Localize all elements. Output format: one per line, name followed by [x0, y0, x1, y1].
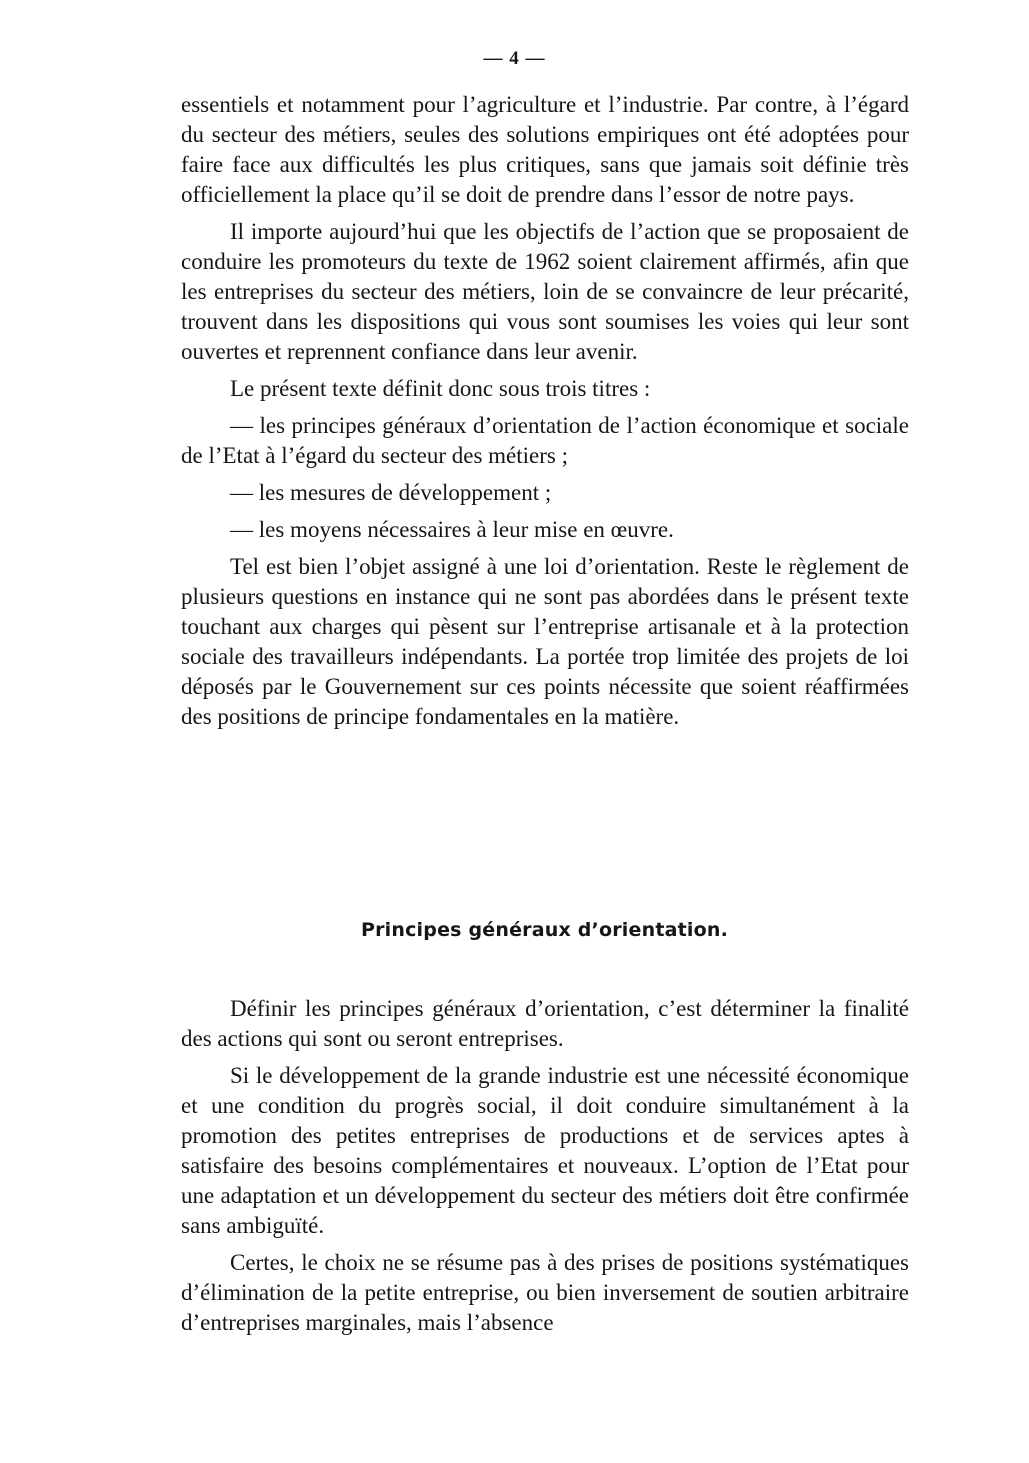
paragraph: Il importe aujourd’hui que les objectifs de l’action que se proposaient de conduire les promoteurs du texte de 1962 soient clairement affirmés, afin que les entreprises du secteur des métiers, loin de se convaincre de leur précarité, trouvent dans les dispositions qui vous sont soumises les voies qui leur sont ouvertes et reprennent confiance dans leur avenir. [181, 219, 909, 364]
list-item: — les principes généraux d’orientation de l’action économique et sociale de l’Etat à l’égard du secteur des métiers ; [181, 413, 909, 468]
paragraph: Le présent texte définit donc sous trois titres : [230, 376, 651, 401]
paragraph: Certes, le choix ne se résume pas à des prises de positions systématiques d’élimination de la petite entreprise, ou bien inversement de soutien arbitraire d’entreprises marginales, mais l’absence [181, 1250, 909, 1335]
section-heading: Principes généraux d’orientation. [360, 919, 729, 941]
body-text-section-2 [181, 994, 909, 1345]
page-number: — 4 — [483, 48, 546, 69]
paragraph: Définir les principes généraux d’orientation, c’est déterminer la finalité des actions qui sont ou seront entreprises. [181, 996, 909, 1051]
list-item: — les moyens nécessaires à leur mise en œuvre. [230, 517, 674, 542]
list-item: — les mesures de développement ; [230, 480, 552, 505]
paragraph: essentiels et notamment pour l’agriculture et l’industrie. Par contre, à l’égard du secteur des métiers, seules des solutions empiriques ont été adoptées pour faire face aux difficultés les plus critiques, sans que jamais soit définie très officiellement la place qu’il se doit de prendre dans l’essor de notre pays. [181, 92, 909, 207]
body-text-section-1 [181, 90, 909, 739]
paragraph: Si le développement de la grande industrie est une nécessité économique et une condition du progrès social, il doit conduire simultanément à la promotion des petites entreprises de productions et de services aptes à satisfaire des besoins complémentaires et nouveaux. L’option de l’Etat pour une adaptation et un développement du secteur des métiers doit être confirmée sans ambiguïté. [181, 1063, 909, 1238]
paragraph: Tel est bien l’objet assigné à une loi d’orientation. Reste le règlement de plusieurs questions en instance qui ne sont pas abordées dans le présent texte touchant aux charges qui pèsent sur l’entreprise artisanale et à la protection sociale des travailleurs indépendants. La portée trop limitée des projets de loi déposés par le Gouvernement sur ces points nécessite que soient réaffirmées des positions de principe fondamentales en la matière. [181, 554, 909, 729]
